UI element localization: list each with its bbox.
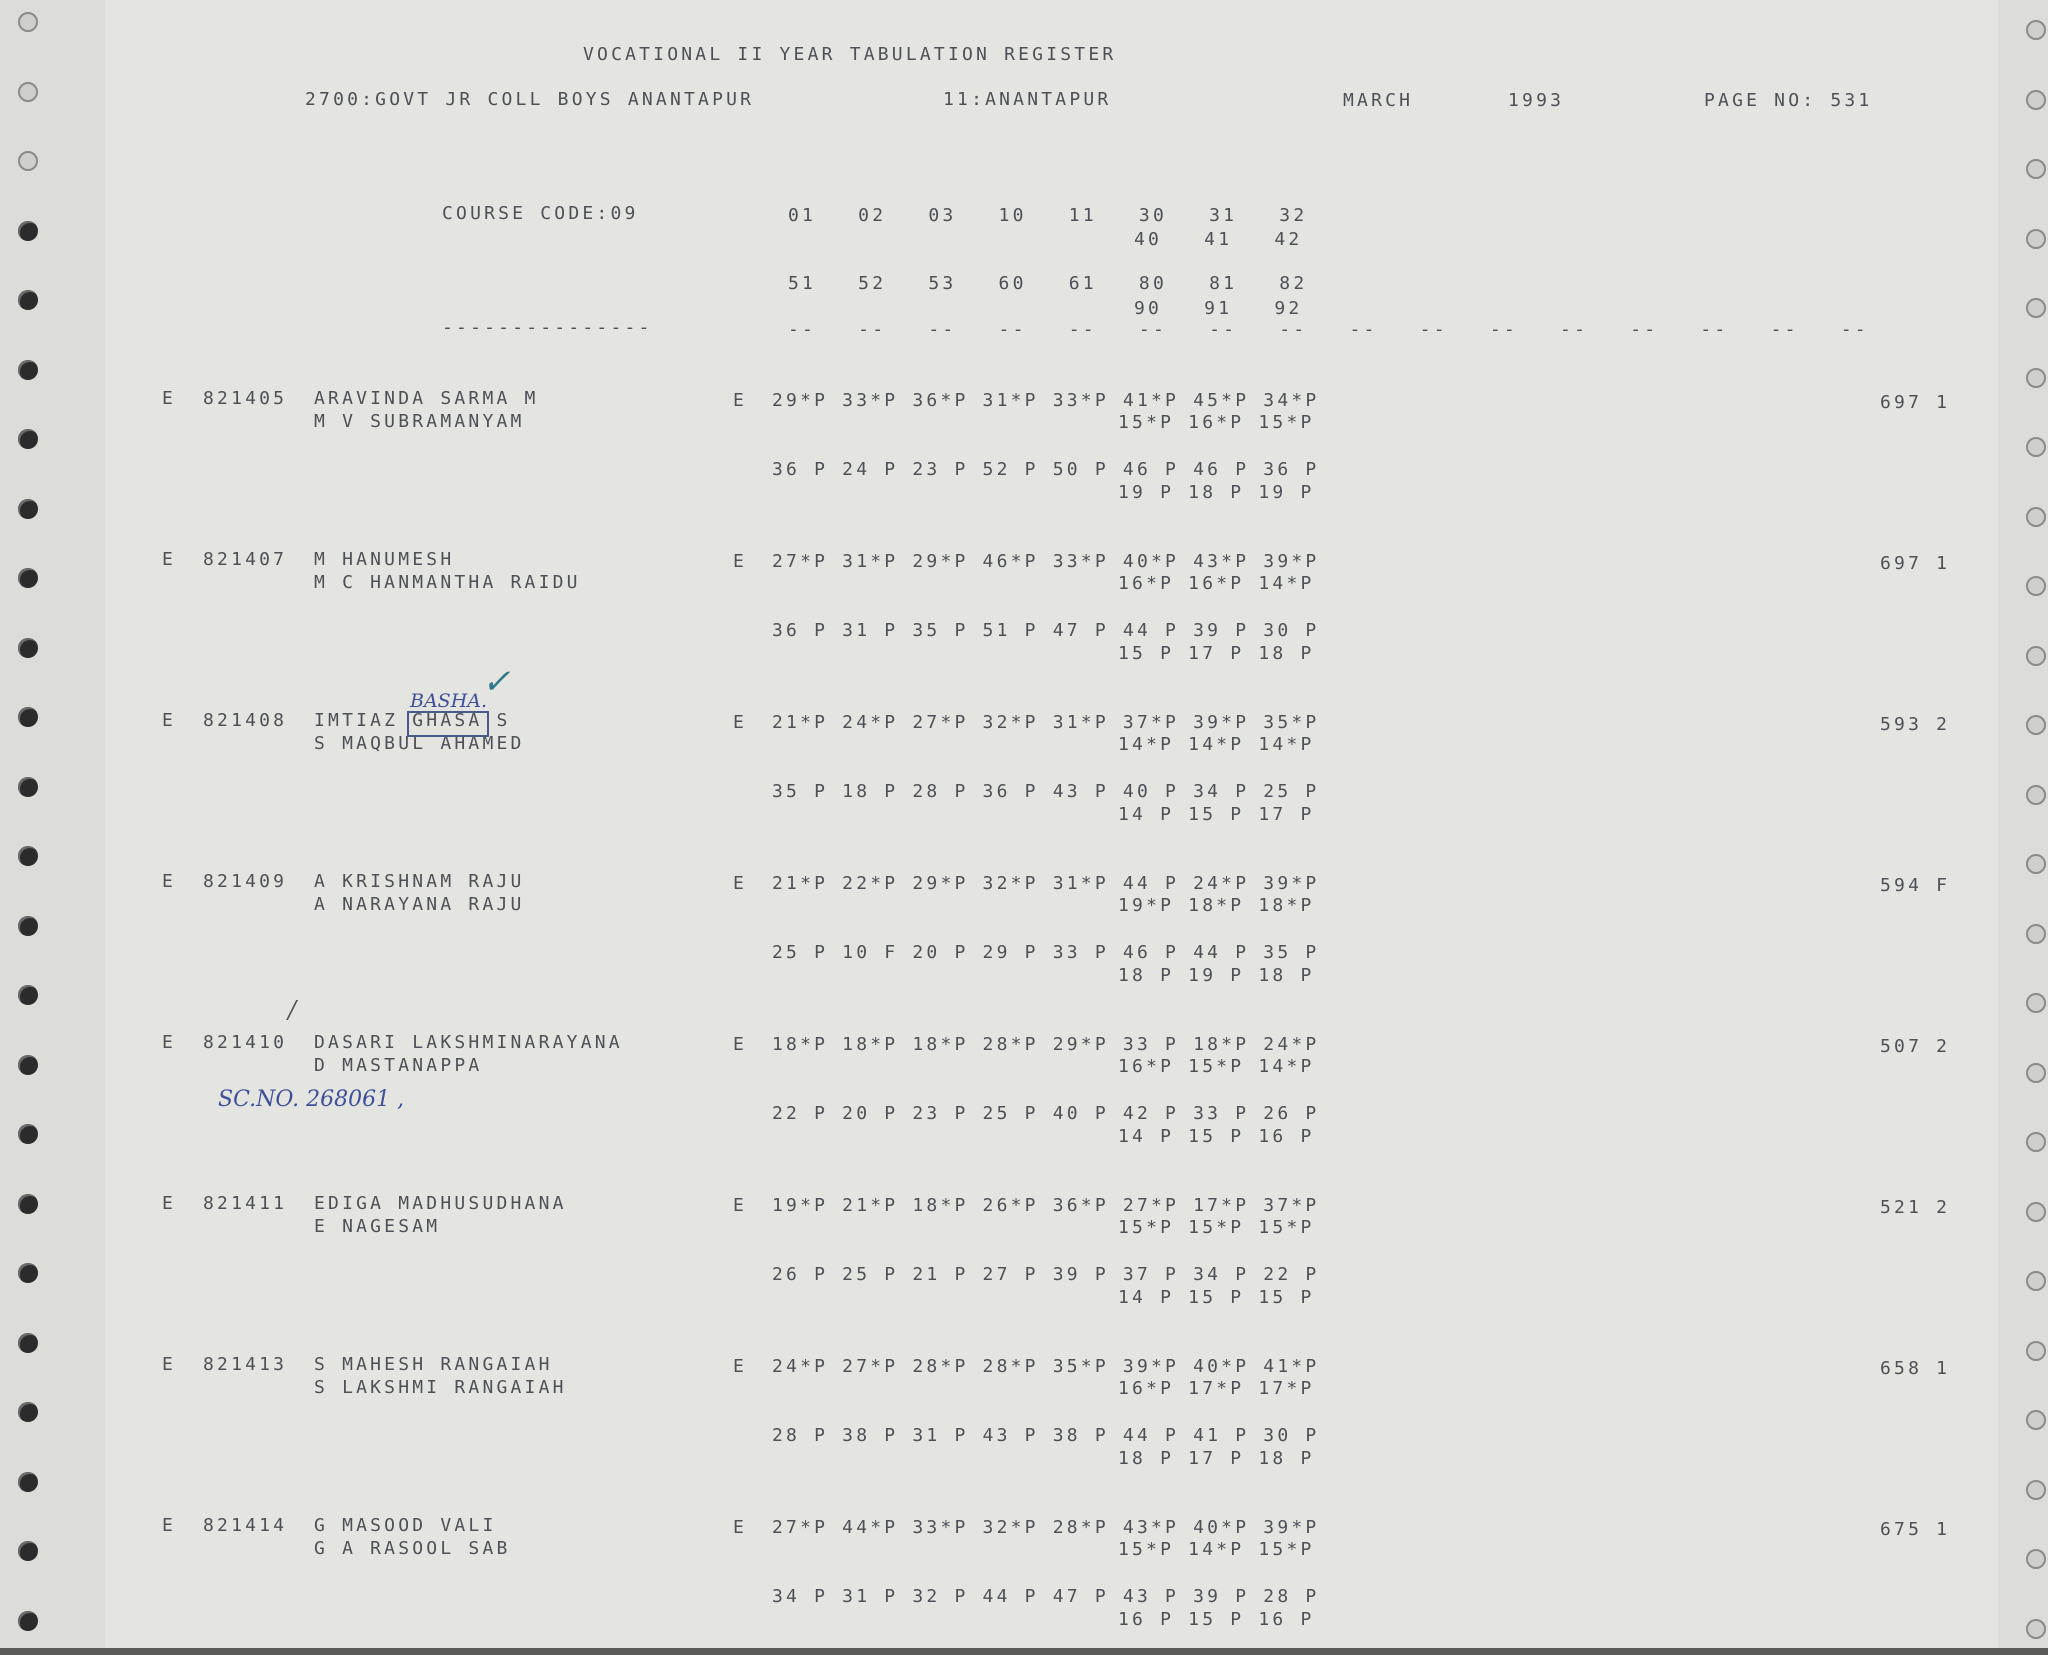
record-roll-number: 821410	[203, 1032, 288, 1053]
record-student-name: ARAVINDA SARMA M	[314, 388, 539, 409]
handwritten-basha: BASHA.	[410, 690, 488, 712]
right-hole	[2026, 715, 2046, 735]
record-exam-type: E	[162, 1354, 177, 1375]
record-marks-row2b: 18 P 17 P 18 P	[1118, 1448, 1315, 1469]
record-total: 593 2	[1880, 714, 1951, 735]
left-hole	[18, 1541, 38, 1561]
circled-name-box	[407, 711, 489, 737]
right-hole	[2026, 854, 2046, 874]
record-exam-type: E	[162, 1515, 177, 1536]
right-hole	[2026, 229, 2046, 249]
record-exam-type-2: E	[733, 873, 748, 894]
record-exam-type: E	[162, 871, 177, 892]
left-hole	[18, 12, 38, 32]
right-hole	[2026, 785, 2046, 805]
record-exam-type: E	[162, 388, 177, 409]
record-marks-row2b: 14 P 15 P 15 P	[1118, 1287, 1315, 1308]
left-hole	[18, 360, 38, 380]
right-hole	[2026, 1271, 2046, 1291]
exam-year: 1993	[1508, 90, 1565, 111]
record-marks-row2: 36 P 31 P 35 P 51 P 47 P 44 P 39 P 30 P	[772, 620, 1320, 641]
left-hole	[18, 290, 38, 310]
left-hole	[18, 568, 38, 588]
record-roll-number: 821407	[203, 549, 288, 570]
right-hole	[2026, 924, 2046, 944]
left-hole	[18, 1055, 38, 1075]
record-marks-row2b: 16 P 15 P 16 P	[1118, 1609, 1315, 1630]
record-student-name: A KRISHNAM RAJU	[314, 871, 525, 892]
handwritten-sc-number: SC.NO. 268061 ,	[218, 1087, 405, 1112]
record-marks-row1: 18*P 18*P 18*P 28*P 29*P 33 P 18*P 24*P	[772, 1034, 1320, 1055]
record-marks-row1b: 16*P 16*P 14*P	[1118, 573, 1315, 594]
record-marks-row2b: 15 P 17 P 18 P	[1118, 643, 1315, 664]
record-marks-row2: 36 P 24 P 23 P 52 P 50 P 46 P 46 P 36 P	[772, 459, 1320, 480]
column-dashes: -- -- -- -- -- -- -- -- -- -- -- -- -- -- -- --	[788, 319, 1869, 340]
subject-codes-row1b: 40 41 42	[1134, 229, 1303, 250]
right-hole	[2026, 90, 2046, 110]
record-marks-row1b: 15*P 15*P 15*P	[1118, 1217, 1315, 1238]
record-marks-row1b: 16*P 15*P 14*P	[1118, 1056, 1315, 1077]
left-hole	[18, 916, 38, 936]
record-marks-row1: 29*P 33*P 36*P 31*P 33*P 41*P 45*P 34*P	[772, 390, 1320, 411]
record-father-name: E NAGESAM	[314, 1216, 441, 1237]
right-hole	[2026, 646, 2046, 666]
left-hole	[18, 82, 38, 102]
record-roll-number: 821409	[203, 871, 288, 892]
record-marks-row2: 26 P 25 P 21 P 27 P 39 P 37 P 34 P 22 P	[772, 1264, 1320, 1285]
paper-bottom-edge	[0, 1648, 2048, 1655]
subject-codes-row2: 51 52 53 60 61 80 81 82	[788, 273, 1308, 294]
record-marks-row2: 28 P 38 P 31 P 43 P 38 P 44 P 41 P 30 P	[772, 1425, 1320, 1446]
record-exam-type: E	[162, 710, 177, 731]
record-exam-type: E	[162, 549, 177, 570]
record-marks-row1: 19*P 21*P 18*P 26*P 36*P 27*P 17*P 37*P	[772, 1195, 1320, 1216]
right-hole	[2026, 1619, 2046, 1639]
record-total: 697 1	[1880, 553, 1951, 574]
left-hole	[18, 985, 38, 1005]
left-hole	[18, 638, 38, 658]
right-hole	[2026, 507, 2046, 527]
record-student-name: S MAHESH RANGAIAH	[314, 1354, 553, 1375]
right-hole	[2026, 1202, 2046, 1222]
left-hole	[18, 499, 38, 519]
record-marks-row1b: 14*P 14*P 14*P	[1118, 734, 1315, 755]
right-hole	[2026, 298, 2046, 318]
tick-mark-icon: ✓	[482, 662, 511, 702]
printed-paper	[105, 0, 1998, 1648]
record-marks-row2: 25 P 10 F 20 P 29 P 33 P 46 P 44 P 35 P	[772, 942, 1320, 963]
record-marks-row2: 34 P 31 P 32 P 44 P 47 P 43 P 39 P 28 P	[772, 1586, 1320, 1607]
course-code: COURSE CODE:09	[442, 203, 639, 224]
right-hole	[2026, 20, 2046, 40]
record-marks-row2b: 14 P 15 P 17 P	[1118, 804, 1315, 825]
right-hole	[2026, 576, 2046, 596]
record-roll-number: 821408	[203, 710, 288, 731]
right-hole	[2026, 1480, 2046, 1500]
record-roll-number: 821405	[203, 388, 288, 409]
left-hole	[18, 777, 38, 797]
record-marks-row2: 22 P 20 P 23 P 25 P 40 P 42 P 33 P 26 P	[772, 1103, 1320, 1124]
left-hole	[18, 429, 38, 449]
record-father-name: S LAKSHMI RANGAIAH	[314, 1377, 567, 1398]
record-marks-row1: 24*P 27*P 28*P 28*P 35*P 39*P 40*P 41*P	[772, 1356, 1320, 1377]
record-student-name: DASARI LAKSHMINARAYANA	[314, 1032, 623, 1053]
left-tractor-strip	[0, 0, 105, 1648]
record-marks-row1b: 16*P 17*P 17*P	[1118, 1378, 1315, 1399]
left-hole	[18, 1333, 38, 1353]
right-hole	[2026, 1132, 2046, 1152]
left-hole	[18, 1124, 38, 1144]
record-exam-type: E	[162, 1032, 177, 1053]
record-father-name: M V SUBRAMANYAM	[314, 411, 525, 432]
record-marks-row1b: 15*P 16*P 15*P	[1118, 412, 1315, 433]
left-hole	[18, 221, 38, 241]
record-roll-number: 821414	[203, 1515, 288, 1536]
record-marks-row2b: 14 P 15 P 16 P	[1118, 1126, 1315, 1147]
record-father-name: A NARAYANA RAJU	[314, 894, 525, 915]
register-title: VOCATIONAL II YEAR TABULATION REGISTER	[583, 44, 1117, 65]
subject-codes-row2b: 90 91 92	[1134, 298, 1303, 319]
left-hole	[18, 707, 38, 727]
record-marks-row2: 35 P 18 P 28 P 36 P 43 P 40 P 34 P 25 P	[772, 781, 1320, 802]
record-exam-type-2: E	[733, 551, 748, 572]
record-total: 697 1	[1880, 392, 1951, 413]
record-marks-row1: 21*P 24*P 27*P 32*P 31*P 37*P 39*P 35*P	[772, 712, 1320, 733]
record-father-name: G A RASOOL SAB	[314, 1538, 511, 1559]
record-father-name: S MAQBUL AHAMED	[314, 733, 525, 754]
record-marks-row1b: 19*P 18*P 18*P	[1118, 895, 1315, 916]
left-hole	[18, 1194, 38, 1214]
record-exam-type: E	[162, 1193, 177, 1214]
record-exam-type-2: E	[733, 1034, 748, 1055]
record-marks-row1: 21*P 22*P 29*P 32*P 31*P 44 P 24*P 39*P	[772, 873, 1320, 894]
record-exam-type-2: E	[733, 1356, 748, 1377]
record-student-name: G MASOOD VALI	[314, 1515, 497, 1536]
right-hole	[2026, 437, 2046, 457]
record-marks-row2b: 19 P 18 P 19 P	[1118, 482, 1315, 503]
left-hole	[18, 1472, 38, 1492]
record-father-name: D MASTANAPPA	[314, 1055, 483, 1076]
record-exam-type-2: E	[733, 1517, 748, 1538]
record-total: 507 2	[1880, 1036, 1951, 1057]
record-exam-type-2: E	[733, 712, 748, 733]
pencil-slash: /	[288, 996, 297, 1024]
right-hole	[2026, 1410, 2046, 1430]
course-underline: ---------------	[442, 317, 653, 338]
record-total: 594 F	[1880, 875, 1951, 896]
record-total: 675 1	[1880, 1519, 1951, 1540]
right-hole	[2026, 159, 2046, 179]
record-student-name: EDIGA MADHUSUDHANA	[314, 1193, 567, 1214]
college-name: 2700:GOVT JR COLL BOYS ANANTAPUR	[305, 89, 755, 110]
right-hole	[2026, 1341, 2046, 1361]
record-marks-row2b: 18 P 19 P 18 P	[1118, 965, 1315, 986]
right-hole	[2026, 993, 2046, 1013]
record-marks-row1b: 15*P 14*P 15*P	[1118, 1539, 1315, 1560]
subject-codes-row1: 01 02 03 10 11 30 31 32	[788, 205, 1308, 226]
record-marks-row1: 27*P 31*P 29*P 46*P 33*P 40*P 43*P 39*P	[772, 551, 1320, 572]
record-student-name: M HANUMESH	[314, 549, 455, 570]
record-total: 658 1	[1880, 1358, 1951, 1379]
right-hole	[2026, 368, 2046, 388]
record-marks-row1: 27*P 44*P 33*P 32*P 28*P 43*P 40*P 39*P	[772, 1517, 1320, 1538]
record-roll-number: 821413	[203, 1354, 288, 1375]
left-hole	[18, 1611, 38, 1631]
page-number: PAGE NO: 531	[1704, 90, 1873, 111]
record-roll-number: 821411	[203, 1193, 288, 1214]
district-name: 11:ANANTAPUR	[943, 89, 1112, 110]
left-hole	[18, 1402, 38, 1422]
record-student-name: IMTIAZ GHASA S	[314, 710, 511, 731]
record-total: 521 2	[1880, 1197, 1951, 1218]
left-hole	[18, 151, 38, 171]
right-hole	[2026, 1063, 2046, 1083]
exam-month: MARCH	[1343, 90, 1414, 111]
left-hole	[18, 846, 38, 866]
record-exam-type-2: E	[733, 1195, 748, 1216]
record-exam-type-2: E	[733, 390, 748, 411]
right-hole	[2026, 1549, 2046, 1569]
left-hole	[18, 1263, 38, 1283]
record-father-name: M C HANMANTHA RAIDU	[314, 572, 581, 593]
